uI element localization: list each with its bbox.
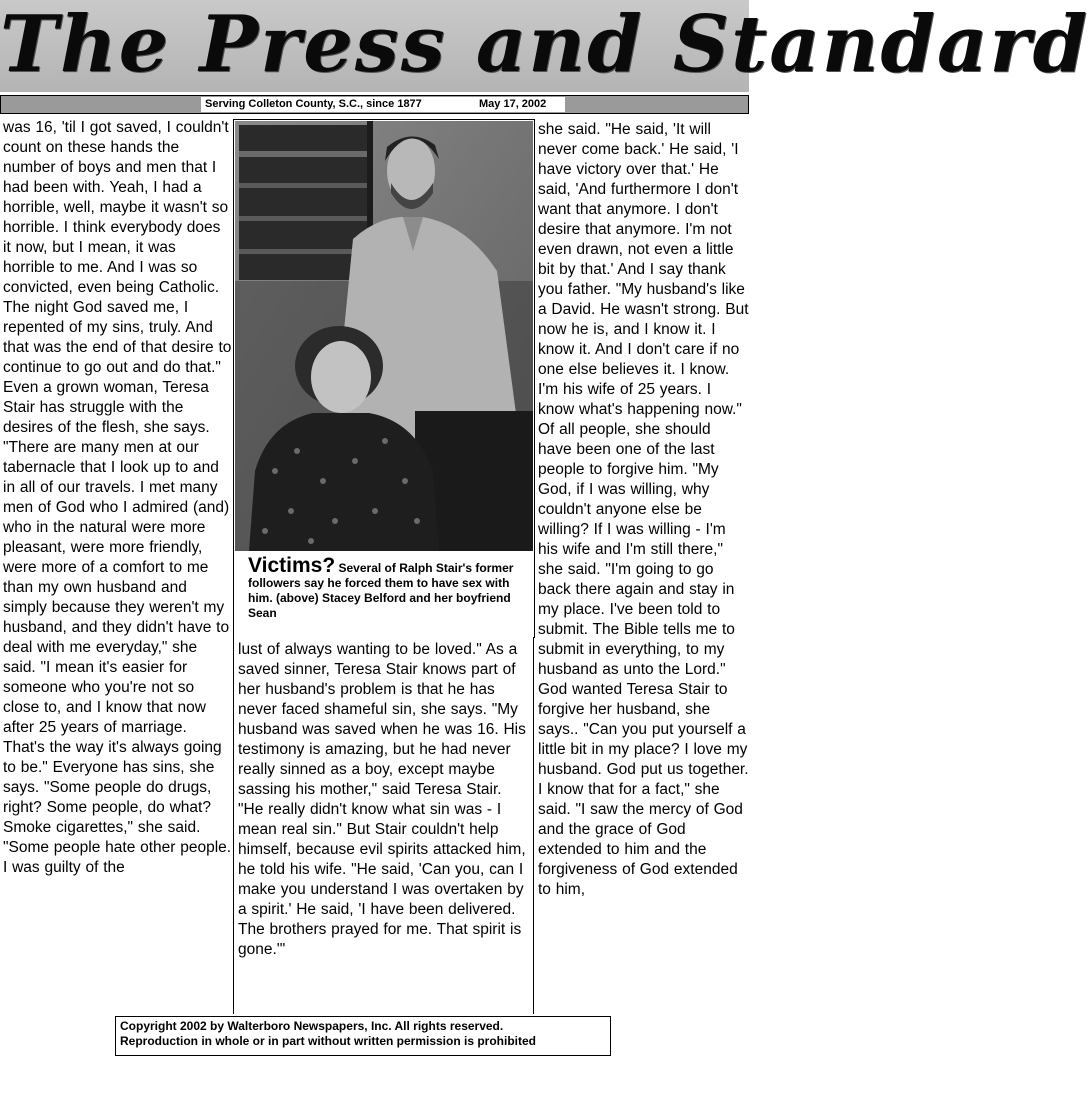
newspaper-title: The Press and Standard — [0, 0, 1089, 90]
article-column-middle: lust of always wanting to be loved." As a saved sinner, Teresa Stair knows part of her husband's problem is that he has never faced shameful sin, she says. "My husband was saved when he was 16. His testimony is amazing, but he had never really sinned as a boy, except maybe sassing his mother," said Teresa Stair. "He really didn't know what sin was - I mean real sin." But Stair couldn't help himself, because evil spirits attacked him, he told his wife. "He said, 'Can you, can I make you understand I was overtaken by a spirit.' He said, 'I have been delivered. The brothers prayed for me. That spirit is gone.'" — [238, 641, 526, 958]
news-photo — [235, 121, 533, 551]
caption-headline: Victims? — [248, 554, 336, 577]
copyright-line: Copyright 2002 by Walterboro Newspapers, Inc. All rights reserved. — [120, 1019, 504, 1033]
photo-illustration — [235, 121, 533, 551]
column-rule-left — [233, 637, 234, 1014]
photo-caption — [248, 554, 532, 621]
issue-date: May 17, 2002 — [479, 98, 547, 110]
copyright-notice — [115, 1016, 611, 1056]
reproduction-line: Reproduction in whole or in part without written permission is prohibited — [120, 1034, 537, 1048]
column-rule-right — [533, 637, 534, 1014]
photo-box — [233, 119, 535, 638]
article-column-right: she said. "He said, 'It will never come back.' He said, 'I have victory over that.' He said, 'And furthermore I don't want that anymore. I don't desire that anymore. I'm not even drawn, not even a little bit by that.' And I say thank you father. "My husband's like a David. He wasn't strong. But now he is, and I know it. I know it. And I don't care if no one else believes it. I know. I'm his wife of 25 years. I know what's happening now." Of all people, she should have been one of the last people to forgive him. "My God, if I was willing, why couldn't anyone else be willing? If I was willing - I'm his wife and I'm still there," she said. "I'm going to go back there again and stay in my place. I've been told to submit. The Bible tells me to submit in everything, to my husband as unto the Lord." God wanted Teresa Stair to forgive her husband, she says.. "Can you put yourself a little bit in my place? I love my husband. God put us together. I know that for a fact," she said. "I saw the mercy of God and the grace of God extended to him and the forgiveness of God extended to him, — [538, 121, 749, 898]
dateline-bar — [0, 95, 749, 114]
article-column-left: was 16, 'til I got saved, I couldn't count on these hands the number of boys and men that I had been with. Yeah, I had a horrible, well, maybe it wasn't so horrible. I think everybody does it now, but I mean, it was horrible to me. And I was so convicted, even being Catholic. The night God saved me, I repented of my sins, truly. And that was the end of that desire to continue to go out and do that." Even a grown woman, Teresa Stair has struggle with the desires of the flesh, she says. "There are many men at our tabernacle that I look up to and in all of our travels. I met many men of God who I admired (and) who in the natural were more pleasant, were more friendly, were more of a comfort to me than my own husband and simply because they weren't my husband, and they didn't have to deal with me everyday," she said. "I mean it's easier for someone who you're not so close to, and I know that now after 25 years of marriage. That's the way it's always going to be." Everyone has sins, she says. "Some people do drugs, right? Some people, do what? Smoke cigarettes," she said. "Some people hate other people. I was guilty of the — [3, 119, 232, 876]
dateline-label — [201, 97, 565, 112]
serving-text: Serving Colleton County, S.C., since 1877 — [205, 98, 422, 110]
masthead — [0, 0, 1089, 92]
caption-text: Several of Ralph Stair's former followers say he forced them to have sex with him. (above) Stacey Belford and her boyfriend Sean — [248, 561, 514, 620]
